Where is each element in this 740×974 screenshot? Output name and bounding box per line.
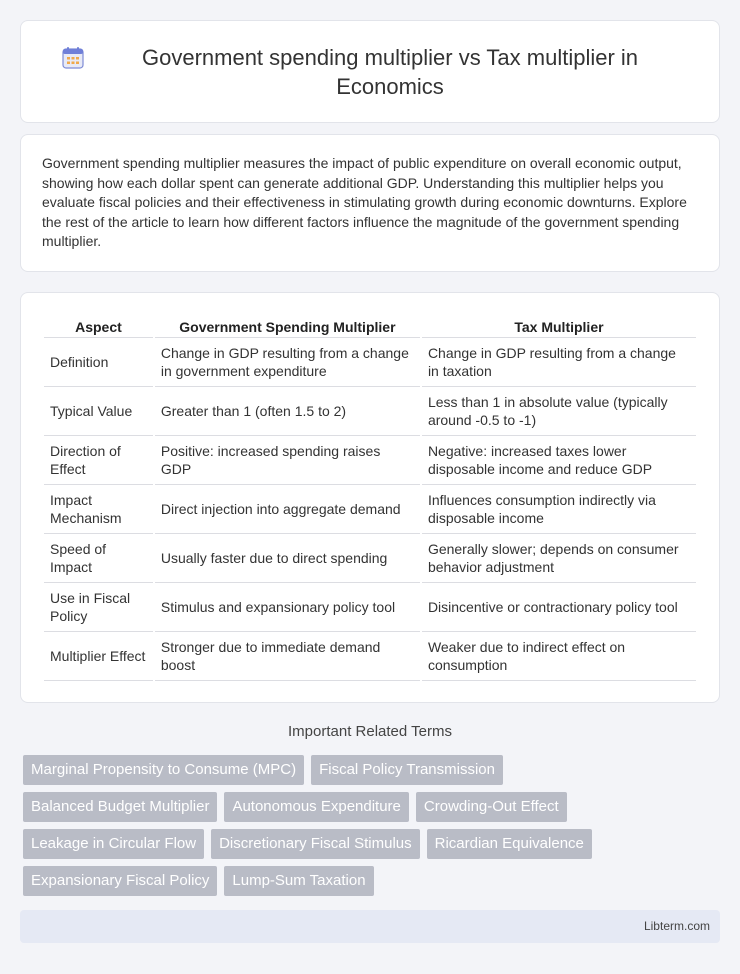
row-government-cell: Usually faster due to direct spending xyxy=(155,534,420,583)
row-government-cell: Stimulus and expansionary policy tool xyxy=(155,583,420,632)
related-term-tag[interactable]: Lump-Sum Taxation xyxy=(224,866,373,896)
row-aspect-cell: Typical Value xyxy=(44,387,153,436)
header-government-spending: Government Spending Multiplier xyxy=(155,313,420,338)
tag-row xyxy=(23,829,723,859)
row-government-cell: Stronger due to immediate demand boost xyxy=(155,632,420,681)
row-tax-cell: Less than 1 in absolute value (typically around -0.5 to -1) xyxy=(422,387,696,436)
table-row xyxy=(44,534,696,583)
related-term-tag[interactable]: Ricardian Equivalence xyxy=(427,829,592,859)
footer xyxy=(20,910,720,943)
related-term-tag[interactable]: Balanced Budget Multiplier xyxy=(23,792,217,822)
related-term-tag[interactable]: Discretionary Fiscal Stimulus xyxy=(211,829,420,859)
table-row xyxy=(44,632,696,681)
row-tax-cell: Disincentive or contractionary policy tool xyxy=(422,583,696,632)
related-term-tag[interactable]: Fiscal Policy Transmission xyxy=(311,755,503,785)
row-aspect-cell: Definition xyxy=(44,338,153,387)
tag-row xyxy=(23,866,723,896)
tag-row xyxy=(23,755,723,785)
comparison-table xyxy=(42,313,698,681)
title-card xyxy=(20,20,720,123)
related-terms-title: Important Related Terms xyxy=(288,723,452,740)
table-row xyxy=(44,436,696,485)
row-aspect-cell: Multiplier Effect xyxy=(44,632,153,681)
page-title: Government spending multiplier vs Tax multiplier in Economics xyxy=(141,44,639,99)
row-tax-cell: Weaker due to indirect effect on consumption xyxy=(422,632,696,681)
related-term-tag[interactable]: Marginal Propensity to Consume (MPC) xyxy=(23,755,304,785)
header-aspect: Aspect xyxy=(44,313,153,338)
table-row xyxy=(44,485,696,534)
header-tax: Tax Multiplier xyxy=(422,313,696,338)
row-tax-cell: Generally slower; depends on consumer behavior adjustment xyxy=(422,534,696,583)
row-aspect-cell: Impact Mechanism xyxy=(44,485,153,534)
table-header-row xyxy=(44,313,696,338)
row-government-cell: Greater than 1 (often 1.5 to 2) xyxy=(155,387,420,436)
related-term-tag[interactable]: Expansionary Fiscal Policy xyxy=(23,866,217,896)
intro-paragraph: Government spending multiplier measures the impact of public expenditure on overall economic output, showing how each dollar spent can generate additional GDP. Understanding this multiplier helps you evaluate fiscal policies and their effectiveness in stimulating growth during economic downturns. Explore the rest of the article to learn how different factors influence the magnitude of the government spending multiplier. xyxy=(42,155,687,250)
table-row xyxy=(44,583,696,632)
row-tax-cell: Negative: increased taxes lower disposable income and reduce GDP xyxy=(422,436,696,485)
intro-card xyxy=(20,134,720,272)
row-aspect-cell: Use in Fiscal Policy xyxy=(44,583,153,632)
related-term-tag[interactable]: Leakage in Circular Flow xyxy=(23,829,204,859)
row-aspect-cell: Direction of Effect xyxy=(44,436,153,485)
row-government-cell: Positive: increased spending raises GDP xyxy=(155,436,420,485)
related-terms-list xyxy=(23,755,723,903)
related-term-tag[interactable]: Autonomous Expenditure xyxy=(224,792,408,822)
row-government-cell: Direct injection into aggregate demand xyxy=(155,485,420,534)
row-aspect-cell: Speed of Impact xyxy=(44,534,153,583)
related-term-tag[interactable]: Crowding-Out Effect xyxy=(416,792,567,822)
row-tax-cell: Change in GDP resulting from a change in taxation xyxy=(422,338,696,387)
calendar-icon xyxy=(60,45,86,71)
tag-row xyxy=(23,792,723,822)
comparison-card xyxy=(20,292,720,703)
row-government-cell: Change in GDP resulting from a change in government expenditure xyxy=(155,338,420,387)
table-row xyxy=(44,338,696,387)
footer-site-link[interactable]: Libterm.com xyxy=(643,919,710,933)
row-tax-cell: Influences consumption indirectly via disposable income xyxy=(422,485,696,534)
table-row xyxy=(44,387,696,436)
